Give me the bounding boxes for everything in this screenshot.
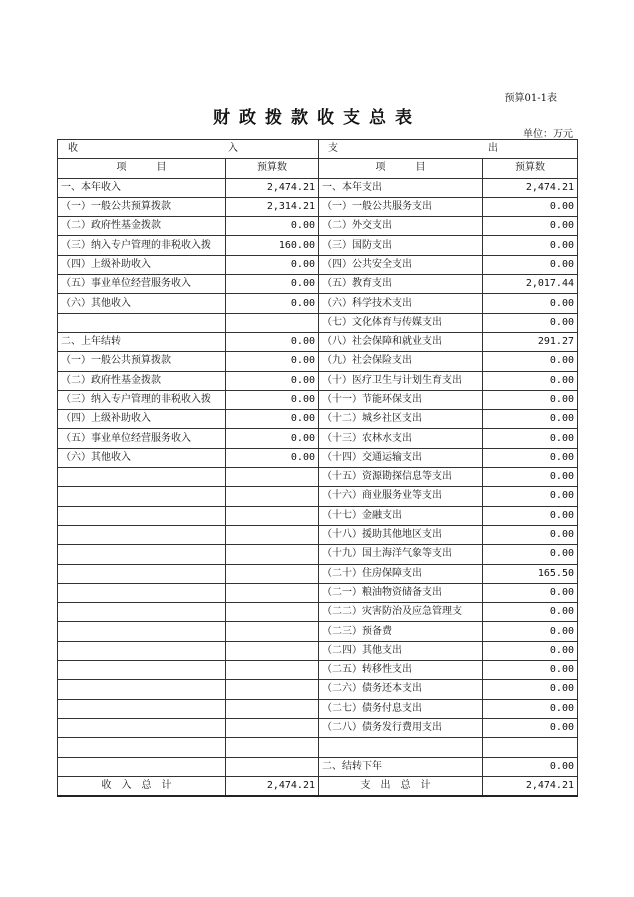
- income-item-cell: 二、上年结转: [58, 332, 226, 351]
- income-value-cell: 0.00: [226, 352, 319, 371]
- expense-item-cell: （十七）金融支出: [319, 506, 483, 525]
- budget-table: [57, 139, 578, 797]
- expense-value-cell: 0.00: [483, 506, 578, 525]
- income-total-label: 收入总计: [58, 776, 226, 796]
- income-value-cell: [226, 525, 319, 544]
- income-value-cell: [226, 603, 319, 622]
- expense-value-cell: 0.00: [483, 352, 578, 371]
- income-item-cell: （五）事业单位经营服务收入: [58, 429, 226, 448]
- expense-value-cell: 0.00: [483, 197, 578, 216]
- income-value-cell: 0.00: [226, 448, 319, 467]
- unit-label: 单位：万元: [523, 129, 573, 140]
- table-row: [58, 332, 578, 351]
- expense-item-cell: （十五）资源勘探信息等支出: [319, 468, 483, 487]
- income-value-cell: 160.00: [226, 236, 319, 255]
- income-item-cell: [58, 661, 226, 680]
- expense-item-cell: （十二）城乡社区支出: [319, 410, 483, 429]
- expense-value-cell: 0.00: [483, 487, 578, 506]
- income-value-cell: [226, 661, 319, 680]
- page-title: 财政拨款收支总表: [213, 108, 421, 128]
- income-value-cell: 0.00: [226, 217, 319, 236]
- form-code: 预算01-1表: [504, 93, 557, 104]
- expense-group-header: 支 出: [319, 140, 578, 159]
- income-item-cell: （三）纳入专户管理的非税收入拨: [58, 236, 226, 255]
- income-item-cell: [58, 699, 226, 718]
- table-row: [58, 506, 578, 525]
- table-row: [58, 448, 578, 467]
- income-item-cell: [58, 738, 226, 757]
- expense-item-cell: （二十）住房保障支出: [319, 564, 483, 583]
- income-item-cell: [58, 545, 226, 564]
- expense-value-cell: 291.27: [483, 332, 578, 351]
- expense-value-cell: 0.00: [483, 603, 578, 622]
- table-row: [58, 545, 578, 564]
- expense-item-cell: （二三）预备费: [319, 622, 483, 641]
- income-item-cell: （二）政府性基金拨款: [58, 371, 226, 390]
- income-total-value: 2,474.21: [226, 776, 319, 796]
- income-value-cell: [226, 468, 319, 487]
- expense-item-cell: （一）一般公共服务支出: [319, 197, 483, 216]
- table-row: [58, 680, 578, 699]
- income-value-cell: [226, 622, 319, 641]
- expense-item-header: 项 目: [319, 159, 483, 178]
- income-item-cell: （五）事业单位经营服务收入: [58, 275, 226, 294]
- table-row: [58, 352, 578, 371]
- income-value-cell: [226, 583, 319, 602]
- income-item-cell: [58, 641, 226, 660]
- income-item-cell: （一）一般公共预算拨款: [58, 352, 226, 371]
- income-value-cell: [226, 757, 319, 776]
- expense-value-cell: 0.00: [483, 718, 578, 737]
- table-row: [58, 738, 578, 757]
- income-item-cell: （四）上级补助收入: [58, 255, 226, 274]
- table-row: [58, 178, 578, 197]
- income-item-cell: [58, 564, 226, 583]
- expense-value-cell: 0.00: [483, 661, 578, 680]
- expense-item-cell: （二）外交支出: [319, 217, 483, 236]
- table-row: [58, 429, 578, 448]
- expense-value-cell: 0.00: [483, 448, 578, 467]
- expense-total-label: 支出总计: [319, 776, 483, 796]
- expense-item-cell: （十三）农林水支出: [319, 429, 483, 448]
- expense-item-cell: （九）社会保险支出: [319, 352, 483, 371]
- income-item-cell: [58, 622, 226, 641]
- expense-item-cell: （八）社会保障和就业支出: [319, 332, 483, 351]
- income-item-cell: [58, 583, 226, 602]
- income-value-cell: 0.00: [226, 294, 319, 313]
- expense-value-cell: 0.00: [483, 583, 578, 602]
- income-item-cell: （二）政府性基金拨款: [58, 217, 226, 236]
- income-value-cell: [226, 641, 319, 660]
- income-value-cell: 2,314.21: [226, 197, 319, 216]
- expense-value-cell: 0.00: [483, 525, 578, 544]
- expense-value-cell: 0.00: [483, 313, 578, 332]
- table-row: [58, 371, 578, 390]
- expense-item-cell: （二五）转移性支出: [319, 661, 483, 680]
- income-item-cell: [58, 487, 226, 506]
- income-value-cell: [226, 564, 319, 583]
- expense-value-cell: 0.00: [483, 236, 578, 255]
- table-row: [58, 217, 578, 236]
- expense-value-cell: 2,017.44: [483, 275, 578, 294]
- income-item-cell: [58, 680, 226, 699]
- expense-value-cell: 0.00: [483, 390, 578, 409]
- income-item-cell: （六）其他收入: [58, 294, 226, 313]
- expense-item-cell: （二八）债务发行费用支出: [319, 718, 483, 737]
- expense-item-cell: （六）科学技术支出: [319, 294, 483, 313]
- expense-total-value: 2,474.21: [483, 776, 578, 796]
- expense-item-cell: （十六）商业服务业等支出: [319, 487, 483, 506]
- expense-item-cell: 二、结转下年: [319, 757, 483, 776]
- income-item-cell: [58, 603, 226, 622]
- expense-item-cell: （十八）援助其他地区支出: [319, 525, 483, 544]
- table-row: [58, 255, 578, 274]
- expense-value-cell: 0.00: [483, 410, 578, 429]
- income-value-cell: [226, 738, 319, 757]
- income-value-cell: [226, 506, 319, 525]
- expense-value-cell: 2,474.21: [483, 178, 578, 197]
- table-row: [58, 699, 578, 718]
- table-row: [58, 410, 578, 429]
- expense-item-cell: （二七）债务付息支出: [319, 699, 483, 718]
- table-row: [58, 294, 578, 313]
- income-item-cell: [58, 525, 226, 544]
- income-item-cell: （四）上级补助收入: [58, 410, 226, 429]
- income-item-header: 项 目: [58, 159, 226, 178]
- income-group-header: 收 入: [58, 140, 319, 159]
- income-item-cell: [58, 757, 226, 776]
- expense-item-cell: （二四）其他支出: [319, 641, 483, 660]
- income-item-cell: [58, 313, 226, 332]
- expense-value-cell: 0.00: [483, 641, 578, 660]
- table-row: [58, 390, 578, 409]
- expense-item-cell: （十四）交通运输支出: [319, 448, 483, 467]
- income-value-cell: 0.00: [226, 255, 319, 274]
- expense-value-cell: 0.00: [483, 429, 578, 448]
- expense-value-cell: 0.00: [483, 468, 578, 487]
- table-row: [58, 236, 578, 255]
- table-row: [58, 641, 578, 660]
- income-value-cell: [226, 313, 319, 332]
- expense-value-cell: 0.00: [483, 757, 578, 776]
- table-row: [58, 487, 578, 506]
- expense-item-cell: （二二）灾害防治及应急管理支: [319, 603, 483, 622]
- group-header-row: [58, 140, 578, 159]
- expense-value-cell: 0.00: [483, 680, 578, 699]
- expense-item-cell: （十）医疗卫生与计划生育支出: [319, 371, 483, 390]
- expense-item-cell: （七）文化体育与传媒支出: [319, 313, 483, 332]
- income-item-cell: （一）一般公共预算拨款: [58, 197, 226, 216]
- table-row: [58, 757, 578, 776]
- expense-value-cell: 0.00: [483, 545, 578, 564]
- income-item-cell: [58, 506, 226, 525]
- expense-item-cell: [319, 738, 483, 757]
- income-value-cell: [226, 718, 319, 737]
- income-value-cell: 0.00: [226, 332, 319, 351]
- income-value-cell: [226, 680, 319, 699]
- income-value-cell: [226, 699, 319, 718]
- expense-value-cell: [483, 738, 578, 757]
- table-row: [58, 718, 578, 737]
- table-row: [58, 313, 578, 332]
- expense-item-cell: （十一）节能环保支出: [319, 390, 483, 409]
- expense-value-cell: 165.50: [483, 564, 578, 583]
- table-row: [58, 275, 578, 294]
- income-item-cell: 一、本年收入: [58, 178, 226, 197]
- income-budget-header: 预算数: [226, 159, 319, 178]
- income-value-cell: 0.00: [226, 371, 319, 390]
- income-value-cell: [226, 545, 319, 564]
- expense-value-cell: 0.00: [483, 217, 578, 236]
- income-item-cell: （六）其他收入: [58, 448, 226, 467]
- expense-value-cell: 0.00: [483, 699, 578, 718]
- table-row: [58, 525, 578, 544]
- income-item-cell: （三）纳入专户管理的非税收入拨: [58, 390, 226, 409]
- expense-item-cell: 一、本年支出: [319, 178, 483, 197]
- table-row: [58, 622, 578, 641]
- expense-value-cell: 0.00: [483, 371, 578, 390]
- income-value-cell: 2,474.21: [226, 178, 319, 197]
- income-value-cell: 0.00: [226, 275, 319, 294]
- expense-item-cell: （四）公共安全支出: [319, 255, 483, 274]
- expense-value-cell: 0.00: [483, 255, 578, 274]
- income-item-cell: [58, 718, 226, 737]
- expense-value-cell: 0.00: [483, 294, 578, 313]
- income-value-cell: 0.00: [226, 390, 319, 409]
- table-row: [58, 661, 578, 680]
- expense-budget-header: 预算数: [483, 159, 578, 178]
- income-item-cell: [58, 468, 226, 487]
- expense-item-cell: （二一）粮油物资储备支出: [319, 583, 483, 602]
- table-row: [58, 197, 578, 216]
- expense-item-cell: （五）教育支出: [319, 275, 483, 294]
- expense-item-cell: （二六）债务还本支出: [319, 680, 483, 699]
- column-header-row: [58, 159, 578, 178]
- table-row: [58, 564, 578, 583]
- income-value-cell: 0.00: [226, 429, 319, 448]
- expense-value-cell: 0.00: [483, 622, 578, 641]
- table-row: [58, 468, 578, 487]
- totals-row: [58, 776, 578, 796]
- income-value-cell: [226, 487, 319, 506]
- table-row: [58, 603, 578, 622]
- income-value-cell: 0.00: [226, 410, 319, 429]
- expense-item-cell: （十九）国土海洋气象等支出: [319, 545, 483, 564]
- expense-item-cell: （三）国防支出: [319, 236, 483, 255]
- table-row: [58, 583, 578, 602]
